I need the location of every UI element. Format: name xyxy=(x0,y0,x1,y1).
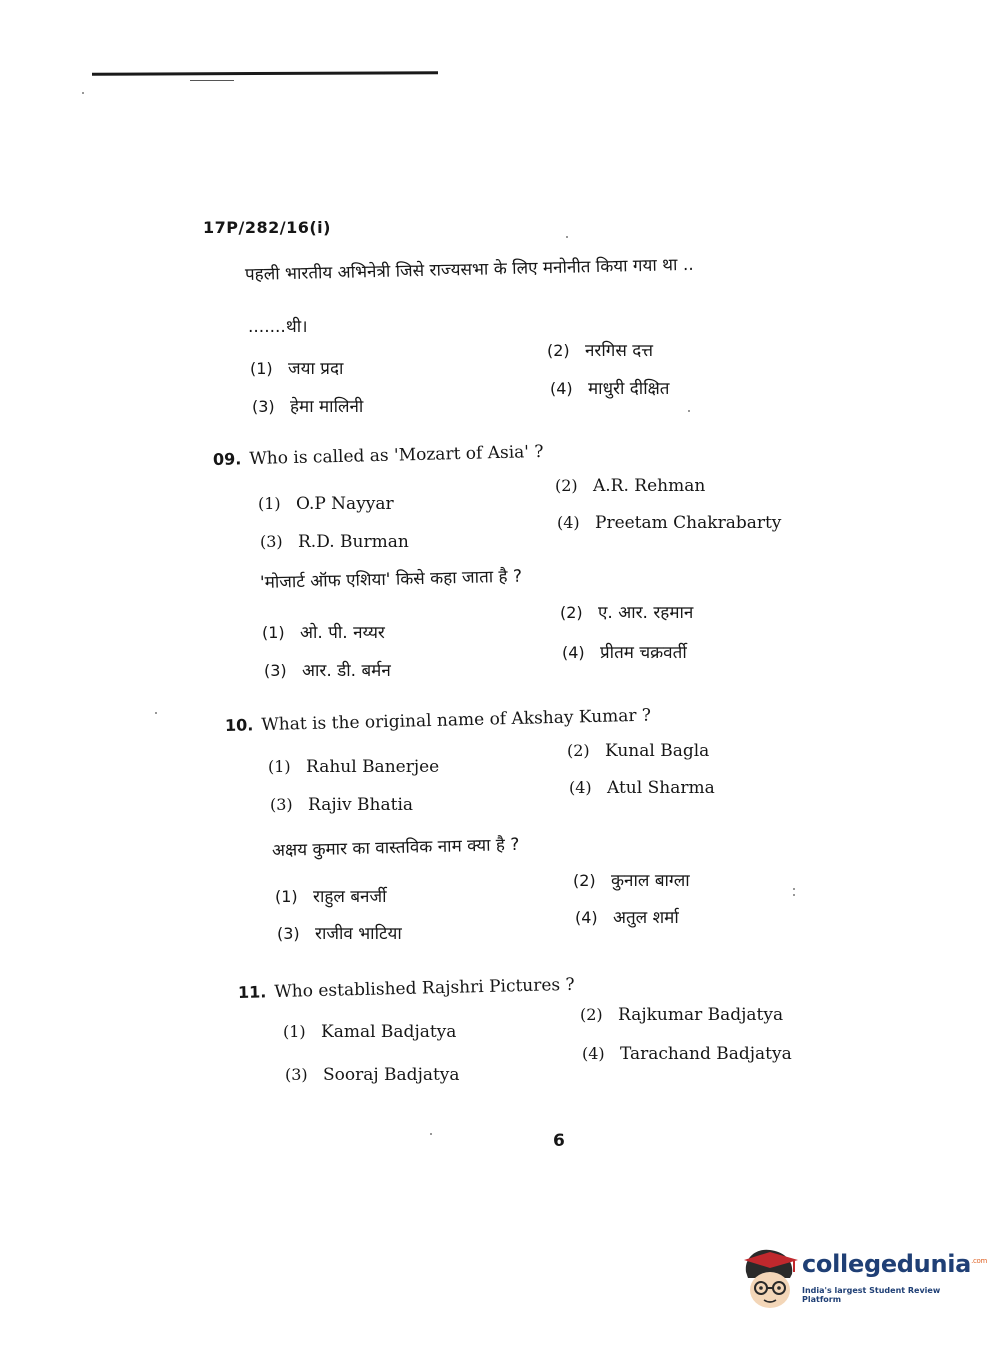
question-10-text-hi: अक्षय कुमार का वास्तविक नाम क्या है ? xyxy=(271,834,520,861)
question-8-option-2[interactable]: (2) नरगिस दत्त xyxy=(547,341,654,361)
question-8-option-1[interactable]: (1) जया प्रदा xyxy=(250,359,344,379)
scan-speck xyxy=(688,410,690,412)
question-10-option-4-hi[interactable]: (4) अतुल शर्मा xyxy=(575,908,679,928)
top-rule-fragment xyxy=(190,80,234,81)
page-number: 6 xyxy=(553,1131,565,1151)
scan-speck xyxy=(82,92,84,94)
question-9-text-en: 09. Who is called as 'Mozart of Asia' ? xyxy=(212,441,544,470)
brand-tagline: India's largest Student Review Platform xyxy=(802,1286,941,1304)
question-10-option-2[interactable]: (2) Kunal Bagla xyxy=(567,741,710,761)
question-11-text-en: 11. Who established Rajshri Pictures ? xyxy=(237,974,575,1003)
question-9-text-hi: 'मोजार्ट ऑफ एशिया' किसे कहा जाता है ? xyxy=(259,566,523,593)
scan-speck xyxy=(793,888,795,890)
question-8-option-3[interactable]: (3) हेमा मालिनी xyxy=(252,397,364,417)
mascot-icon xyxy=(740,1246,800,1312)
question-10-option-3[interactable]: (3) Rajiv Bhatia xyxy=(270,795,414,815)
question-9-option-2[interactable]: (2) A.R. Rehman xyxy=(555,476,706,496)
question-10-option-1-hi[interactable]: (1) राहुल बनर्जी xyxy=(275,887,387,907)
question-11-option-3[interactable]: (3) Sooraj Badjatya xyxy=(285,1065,460,1085)
question-8-option-4[interactable]: (4) माधुरी दीक्षित xyxy=(550,379,670,399)
question-8-text-hi-line1: पहली भारतीय अभिनेत्री जिसे राज्यसभा के लिए मनोनीत किया गया था .. xyxy=(244,254,694,285)
question-9-option-1[interactable]: (1) O.P Nayyar xyxy=(258,494,394,514)
scan-speck xyxy=(793,894,795,896)
question-11-option-1[interactable]: (1) Kamal Badjatya xyxy=(283,1022,457,1042)
scan-speck xyxy=(566,236,568,238)
question-11-option-4[interactable]: (4) Tarachand Badjatya xyxy=(582,1044,792,1064)
question-11-option-2[interactable]: (2) Rajkumar Badjatya xyxy=(580,1005,784,1025)
question-9-option-2-hi[interactable]: (2) ए. आर. रहमान xyxy=(560,603,694,623)
question-10-option-4[interactable]: (4) Atul Sharma xyxy=(569,778,715,798)
question-9-option-4-hi[interactable]: (4) प्रीतम चक्रवर्ती xyxy=(562,643,687,663)
question-9-option-1-hi[interactable]: (1) ओ. पी. नय्यर xyxy=(262,623,385,643)
question-8-text-hi-line2: .......थी। xyxy=(248,317,308,337)
brand-name: collegedunia$^{.com}$ xyxy=(802,1250,988,1278)
scan-speck xyxy=(155,712,157,714)
question-9-option-4[interactable]: (4) Preetam Chakrabarty xyxy=(557,513,782,533)
top-rule xyxy=(92,71,438,76)
question-9-option-3-hi[interactable]: (3) आर. डी. बर्मन xyxy=(264,661,391,681)
collegedunia-logo xyxy=(740,1246,988,1312)
paper-code: 17P/282/16(i) xyxy=(203,218,331,237)
scan-speck xyxy=(430,1133,432,1135)
question-10-option-3-hi[interactable]: (3) राजीव भाटिया xyxy=(277,924,402,944)
question-10-option-1[interactable]: (1) Rahul Banerjee xyxy=(268,757,440,777)
question-10-option-2-hi[interactable]: (2) कुनाल बाग्ला xyxy=(573,871,690,891)
question-9-option-3[interactable]: (3) R.D. Burman xyxy=(260,532,409,552)
question-10-text-en: 10. What is the original name of Akshay Kumar ? xyxy=(224,705,652,736)
